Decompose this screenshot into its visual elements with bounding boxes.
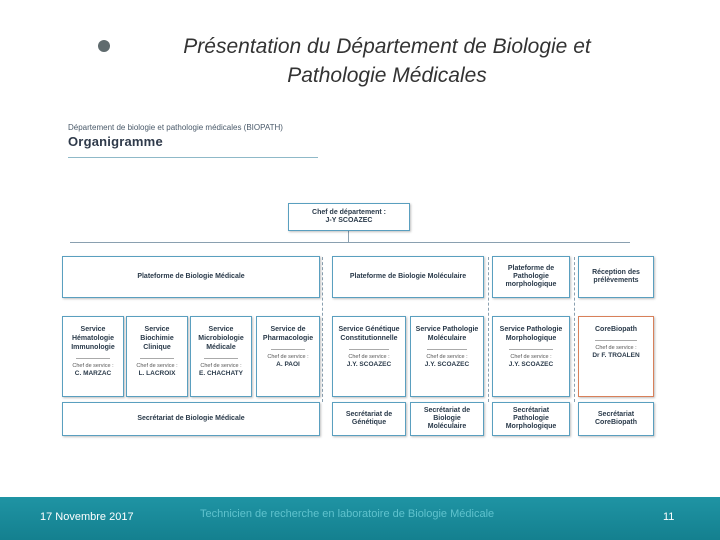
service-chief-label: Chef de service : [348,354,390,360]
secretariat-core [578,402,654,436]
separator [204,358,238,359]
footer-bar [0,497,720,540]
chief-label: Chef de département : [312,209,386,216]
divider-dashed [322,257,323,402]
service-box [190,316,252,397]
separator [76,358,110,359]
secretariat-genetique [332,402,406,436]
platform-bio-mol [332,256,484,298]
platform-patho-label: Plateforme de Pathologie morphologique [505,265,557,288]
service-box [62,316,124,397]
service-chief-name: A. PAOI [276,361,300,368]
slide-title [98,32,658,90]
org-header [68,123,283,149]
connector [348,230,349,242]
service-chief-label: Chef de service : [595,345,637,351]
secretariat-bio-med [62,402,320,436]
service-chief-label: Chef de service : [200,363,242,369]
service-name: Service Pathologie Morphologique [499,326,563,342]
service-box [492,316,570,397]
secretariat-label: Secrétariat de Biologie Médicale [137,415,245,422]
divider-dashed [574,257,575,402]
service-box [410,316,484,397]
bullet-icon [98,40,110,52]
footer-title: Technicien de recherche en laboratoire de Biologie Médicale [200,508,495,520]
secretariat-label: Secrétariat Pathologie Morphologique [505,407,557,430]
platform-bio-med-label: Plateforme de Biologie Médicale [137,273,245,280]
service-name: Service Hématologie Immunologie [71,326,115,351]
service-name: Service Pathologie Moléculaire [415,326,479,342]
org-department: Département de biologie et pathologie médicales (BIOPATH) [68,123,283,132]
secretariat-label: Secrétariat de Génétique [345,411,393,426]
chief-name: J-Y SCOAZEC [325,217,373,224]
service-name: CoreBiopath [595,326,637,333]
reception-box [578,256,654,298]
divider-dashed [488,257,489,402]
separator [349,349,390,350]
secretariat-label: Secrétariat de Biologie Moléculaire [423,407,471,430]
service-chief-name: J.Y. SCOAZEC [424,361,470,368]
service-chief-label: Chef de service : [136,363,178,369]
page-number: 11 [663,511,675,523]
service-chief-name: J.Y. SCOAZEC [346,361,392,368]
service-chief-label: Chef de service : [267,354,309,360]
title-line-1: Présentation du Département de Biologie et [183,35,591,58]
service-name: Service Biochimie Clinique [140,326,174,351]
department-chief-box [288,203,410,231]
service-box [126,316,188,397]
separator [140,358,174,359]
service-chief-name: L. LACROIX [138,370,176,377]
separator [509,349,552,350]
reception-label: Réception des prélèvements [592,269,640,284]
service-chief-label: Chef de service : [510,354,552,360]
org-divider [68,157,318,158]
secretariat-label: Secrétariat CoreBiopath [595,411,637,426]
slide-title-block [98,32,658,90]
separator [427,349,468,350]
separator [271,349,306,350]
platform-patho [492,256,570,298]
service-box [578,316,654,397]
service-box [256,316,320,397]
service-chief-label: Chef de service : [72,363,114,369]
platform-bio-med [62,256,320,298]
service-chief-name: Dr F. TROALEN [592,352,640,359]
service-name: Service Microbiologie Médicale [198,326,244,351]
secretariat-bio-mol [410,402,484,436]
service-name: Service de Pharmacologie [262,326,314,342]
service-box [332,316,406,397]
platform-bio-mol-label: Plateforme de Biologie Moléculaire [349,273,467,280]
separator [595,340,637,341]
org-heading: Organigramme [68,134,163,149]
service-chief-name: J.Y. SCOAZEC [508,361,554,368]
org-chart [60,117,658,450]
connector [70,242,630,243]
service-chief-name: E. CHACHATY [199,370,243,377]
footer-date: 17 Novembre 2017 [40,511,134,523]
service-chief-label: Chef de service : [426,354,468,360]
secretariat-patho [492,402,570,436]
title-line-2: Pathologie Médicales [287,64,487,87]
service-name: Service Génétique Constitutionnelle [338,326,400,342]
service-chief-name: C. MARZAC [74,370,112,377]
